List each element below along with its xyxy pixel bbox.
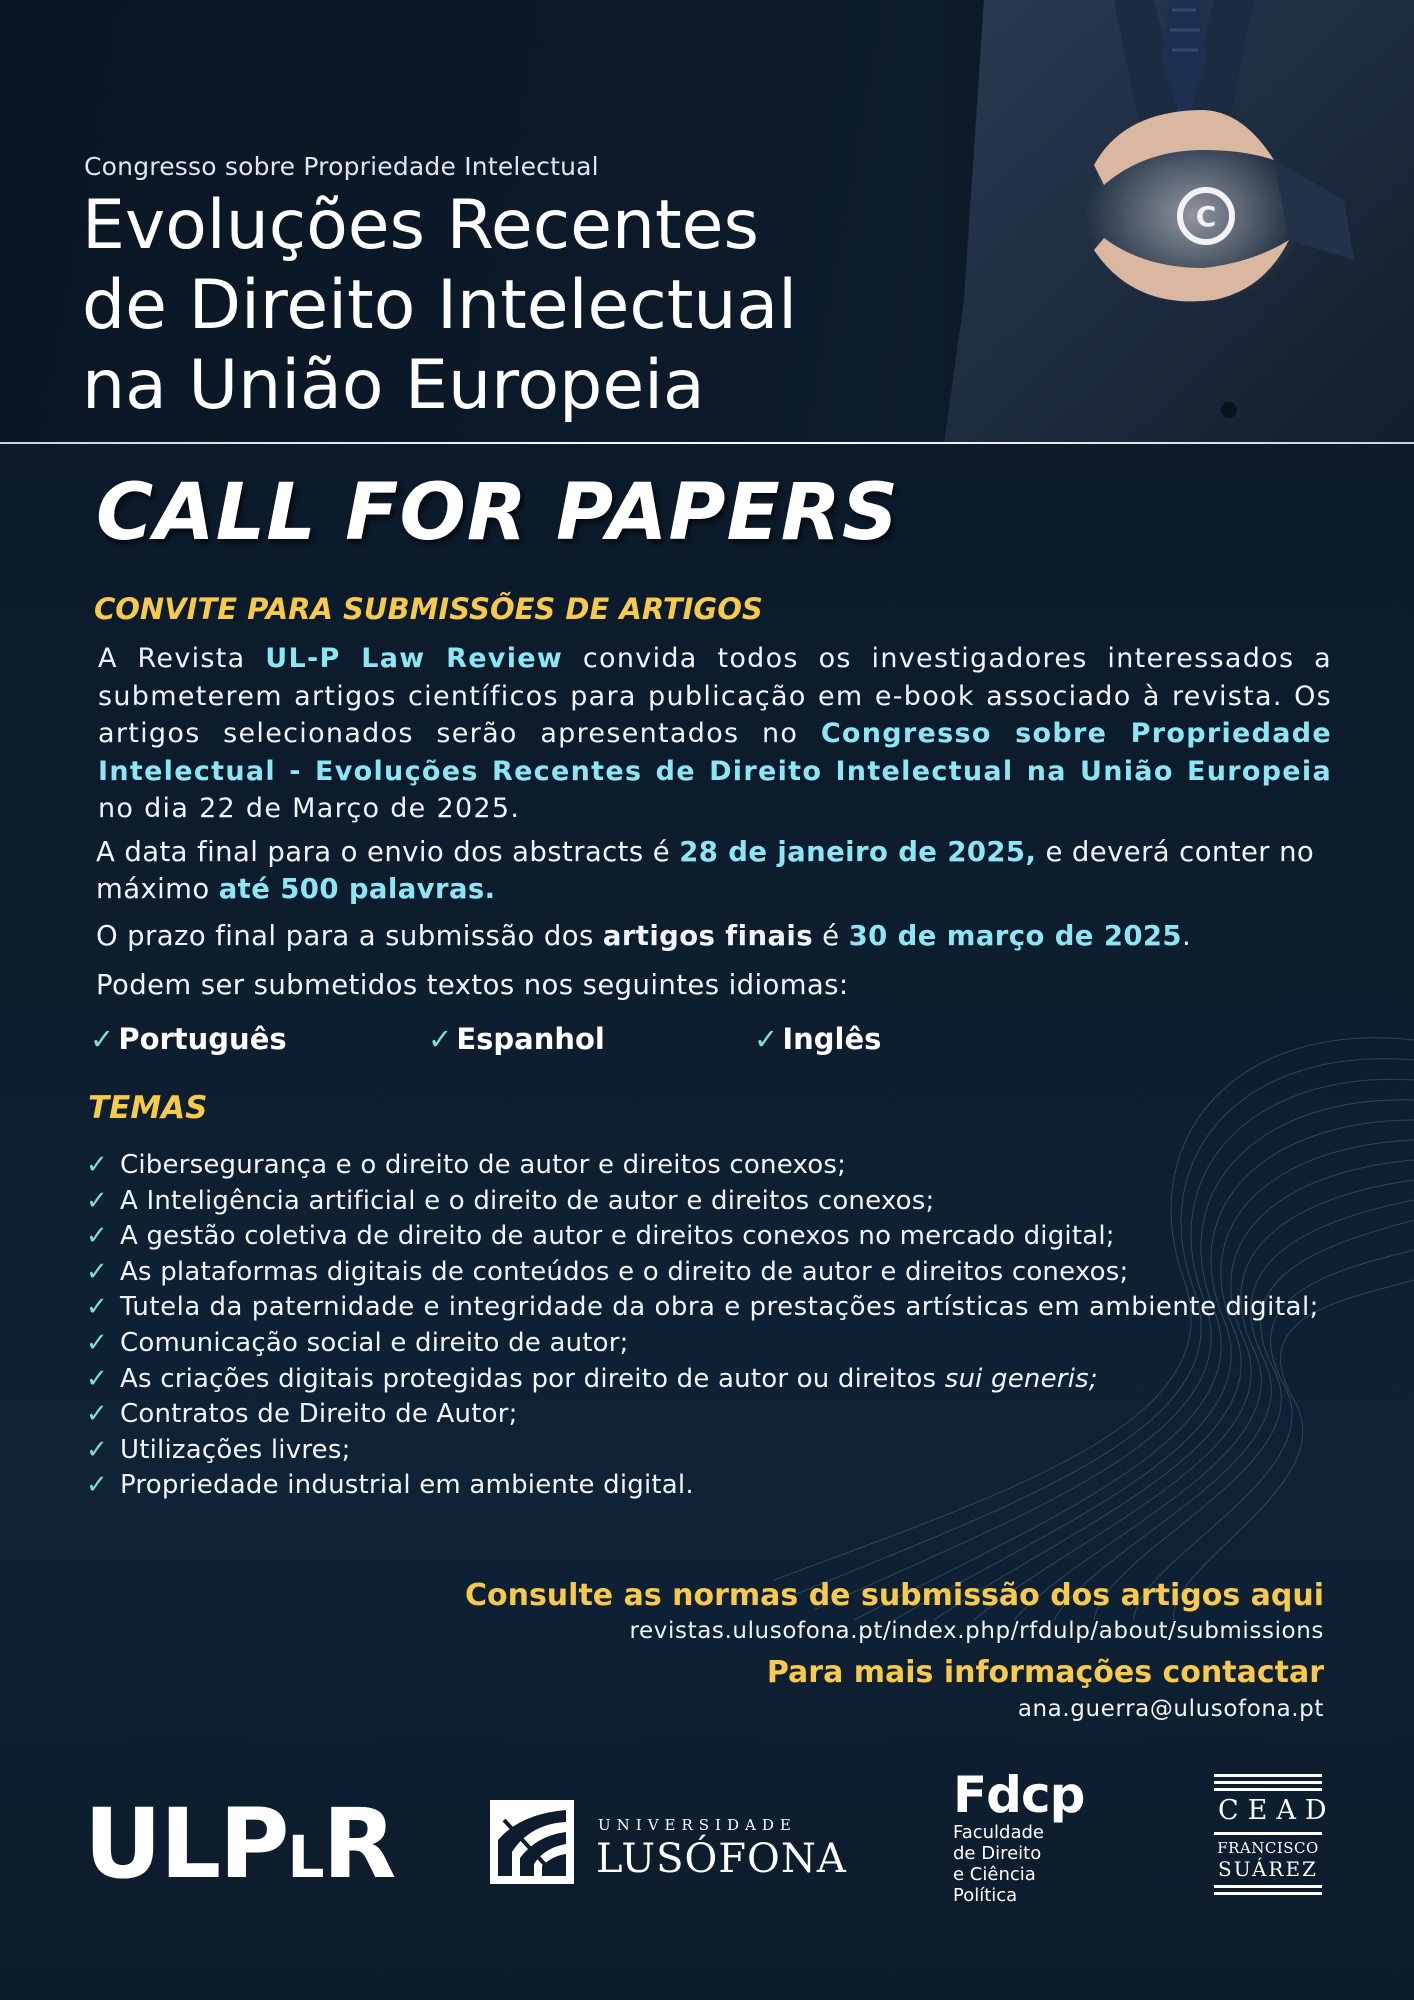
- check-icon: ✓: [86, 1292, 109, 1323]
- topic-text: Tutela da paternidade e integridade da obra e prestações artísticas em ambiente digital;: [120, 1292, 1319, 1323]
- logo-text: R: [322, 1788, 395, 1900]
- deadline-text: é: [813, 920, 849, 952]
- fdcp-acronym: Fdcp: [953, 1766, 1085, 1824]
- cead-line: FRANCISCO: [1217, 1839, 1319, 1857]
- intro-text: no dia 22 de Março de 2025.: [98, 793, 521, 824]
- languages-list: [90, 1022, 1090, 1066]
- list-item: [86, 1433, 1336, 1469]
- language-label: Português: [118, 1022, 287, 1056]
- deadline-text: O prazo final para a submissão dos: [96, 920, 603, 952]
- congress-kicker: Congresso sobre Propriedade Intelectual: [84, 152, 599, 181]
- businessman-hands-copyright-photo: [944, 0, 1414, 444]
- check-icon: ✓: [86, 1399, 108, 1430]
- themes-heading: TEMAS: [88, 1090, 208, 1126]
- submission-norms-link[interactable]: revistas.ulusofona.pt/index.php/rfdulp/about/submissions: [629, 1618, 1324, 1644]
- lusofona-university-label: UNIVERSIDADE: [598, 1816, 797, 1834]
- fdcp-logo: [953, 1768, 1113, 1906]
- journal-name: UL-P Law Review: [265, 643, 564, 674]
- check-icon: ✓: [90, 1022, 115, 1056]
- topic-text: Propriedade industrial em ambiente digital.: [120, 1470, 694, 1501]
- deadline-text: .: [1181, 920, 1192, 952]
- lusofona-name: LUSÓFONA: [596, 1836, 847, 1882]
- fdcp-line: de Direito: [953, 1843, 1042, 1864]
- intro-paragraph: [98, 640, 1332, 828]
- submissions-subheading: CONVITE PARA SUBMISSÕES DE ARTIGOS: [94, 592, 763, 626]
- lusofona-logo: [490, 1796, 850, 1886]
- cead-top-bars: [1214, 1774, 1322, 1791]
- list-item: [86, 1148, 1336, 1184]
- fdcp-line: Política: [953, 1885, 1018, 1906]
- list-item: [86, 1184, 1336, 1220]
- cead-francisco-suarez-logo: [1212, 1774, 1336, 1916]
- header-divider: [0, 442, 1414, 444]
- topic-text: A Inteligência artificial e o direito de autor e direitos conexos;: [120, 1185, 935, 1216]
- language-item: [90, 1022, 287, 1056]
- congress-name: Congresso sobre Propriedade Intelectual - Evoluções Recentes de Direito Intelectual na União Europeia: [98, 718, 1332, 787]
- cead-word: CEAD: [1218, 1795, 1336, 1826]
- languages-intro: Podem ser submetidos textos nos seguintes idiomas:: [96, 969, 849, 1001]
- list-item: [86, 1362, 1336, 1398]
- list-item: [86, 1468, 1336, 1504]
- language-label: Inglês: [782, 1022, 882, 1056]
- topic-text: Contratos de Direito de Autor;: [120, 1399, 518, 1430]
- topic-text: Cibersegurança e o direito de autor e direitos conexos;: [120, 1150, 847, 1180]
- topic-text: A gestão coletiva de direito de autor e direitos conexos no mercado digital;: [120, 1221, 1115, 1252]
- title-line: na União Europeia: [82, 346, 705, 425]
- abstracts-text: e deverá conter no máximo: [96, 836, 1315, 905]
- fdcp-line: Faculdade: [953, 1822, 1044, 1843]
- topic-italic: sui generis;: [944, 1363, 1098, 1394]
- cead-bottom-bars: [1214, 1885, 1322, 1895]
- title-line: Evoluções Recentes: [82, 186, 759, 265]
- check-icon: ✓: [86, 1185, 108, 1216]
- cead-mid-bar: [1214, 1832, 1322, 1835]
- check-icon: ✓: [86, 1470, 108, 1501]
- topic-text: As criações digitais protegidas por direito de autor ou direitos: [120, 1363, 945, 1394]
- logo-text: L: [287, 1823, 323, 1891]
- page-title: [82, 186, 797, 426]
- final-articles: artigos finais: [602, 920, 813, 952]
- lusofona-emblem-icon: [490, 1800, 574, 1884]
- check-icon: ✓: [86, 1221, 108, 1252]
- list-item: [86, 1290, 1324, 1326]
- intro-text: convida todos os investigadores interessados a submeterem artigos científicos para publicação em e-book associado à revista. Os artigos selecionados serão apresentados no: [98, 643, 1332, 749]
- submission-norms-label: Consulte as normas de submissão dos artigos aqui: [464, 1578, 1324, 1613]
- header-banner: [0, 0, 1414, 444]
- abstracts-paragraph: [96, 834, 1336, 908]
- final-deadline: 30 de março de 2025: [848, 920, 1182, 952]
- check-icon: ✓: [86, 1434, 108, 1465]
- check-icon: ✓: [86, 1327, 108, 1358]
- check-icon: ✓: [86, 1256, 108, 1287]
- check-icon: ✓: [754, 1022, 779, 1056]
- deadline-paragraph: [96, 918, 1336, 955]
- abstracts-deadline: 28 de janeiro de 2025,: [679, 836, 1037, 868]
- abstracts-text: A data final para o envio dos abstracts é: [96, 836, 680, 868]
- title-line: de Direito Intelectual: [82, 266, 798, 345]
- language-item: [754, 1022, 881, 1056]
- topic-text: Comunicação social e direito de autor;: [120, 1327, 629, 1358]
- list-item: [86, 1326, 1336, 1362]
- topic-text: As plataformas digitais de conteúdos e o direito de autor e direitos conexos;: [120, 1256, 1129, 1287]
- check-icon: ✓: [86, 1363, 108, 1394]
- list-item: [86, 1219, 1336, 1255]
- cead-line: SUÁREZ: [1218, 1857, 1318, 1881]
- intro-text: A Revista: [98, 643, 266, 674]
- info-contact-label: Para mais informações contactar: [766, 1655, 1324, 1690]
- check-icon: ✓: [86, 1150, 108, 1180]
- themes-list: [86, 1148, 1336, 1504]
- language-item: [428, 1022, 605, 1056]
- call-for-papers-headline: CALL FOR PAPERS: [96, 468, 900, 558]
- list-item: [86, 1255, 1336, 1291]
- contact-email-link[interactable]: ana.guerra@ulusofona.pt: [1017, 1696, 1324, 1722]
- logo-text: ULP: [84, 1788, 288, 1900]
- word-limit: até 500 palavras.: [218, 873, 496, 905]
- list-item: [86, 1397, 1336, 1433]
- ulplr-logo: [84, 1788, 395, 1905]
- topic-text: Utilizações livres;: [120, 1434, 351, 1465]
- check-icon: ✓: [428, 1022, 453, 1056]
- copyright-icon: C: [1195, 200, 1217, 233]
- fdcp-line: e Ciência: [953, 1864, 1036, 1885]
- language-label: Espanhol: [456, 1022, 605, 1056]
